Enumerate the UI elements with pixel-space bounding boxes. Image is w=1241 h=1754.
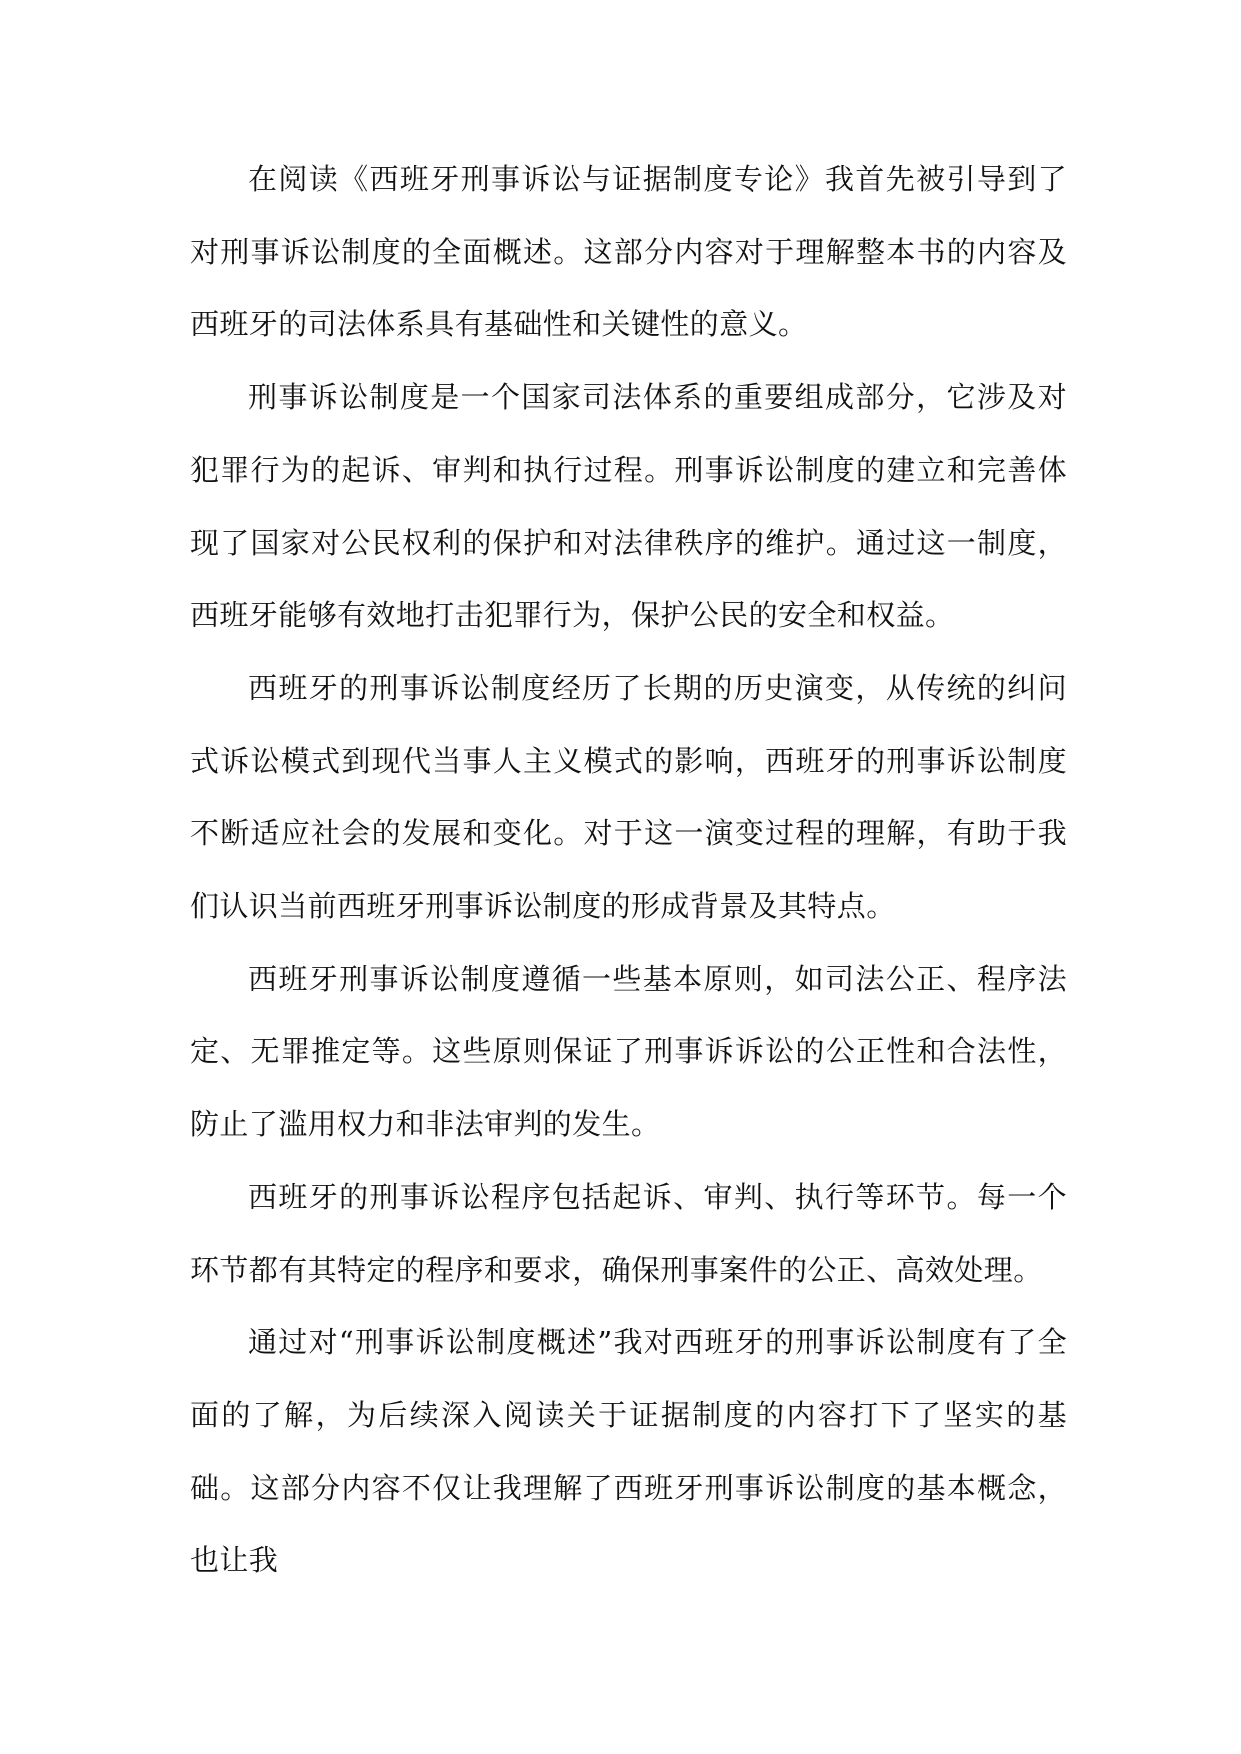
paragraph-3: 西班牙的刑事诉讼制度经历了长期的历史演变，从传统的纠问式诉讼模式到现代当事人主义模式的影响，西班牙的刑事诉讼制度不断适应社会的发展和变化。对于这一演变过程的理解，有助于我们认识当前西班牙刑事诉讼制度的形成背景及其特点。 — [190, 670, 1067, 924]
paragraph-2: 刑事诉讼制度是一个国家司法体系的重要组成部分，它涉及对犯罪行为的起诉、审判和执行过程。刑事诉讼制度的建立和完善体现了国家对公民权利的保护和对法律秩序的维护。通过这一制度，西班牙能够有效地打击犯罪行为，保护公民的安全和权益。 — [190, 380, 1067, 633]
document-body — [190, 143, 1067, 1597]
paragraph-6: 通过对“刑事诉讼制度概述”我对西班牙的刑事诉讼制度有了全面的了解，为后续深入阅读关于证据制度的内容打下了坚实的基础。这部分内容不仅让我理解了西班牙刑事诉讼制度的基本概念，也让我 — [190, 1325, 1067, 1578]
paragraph-4: 西班牙刑事诉讼制度遵循一些基本原则，如司法公正、程序法定、无罪推定等。这些原则保证了刑事诉诉讼的公正性和合法性，防止了滥用权力和非法审判的发生。 — [190, 961, 1067, 1142]
paragraph-5: 西班牙的刑事诉讼程序包括起诉、审判、执行等环节。每一个环节都有其特定的程序和要求，确保刑事案件的公正、高效处理。 — [190, 1179, 1067, 1287]
paragraph-1: 在阅读《西班牙刑事诉讼与证据制度专论》我首先被引导到了对刑事诉讼制度的全面概述。这部分内容对于理解整本书的内容及西班牙的司法体系具有基础性和关键性的意义。 — [190, 162, 1067, 342]
